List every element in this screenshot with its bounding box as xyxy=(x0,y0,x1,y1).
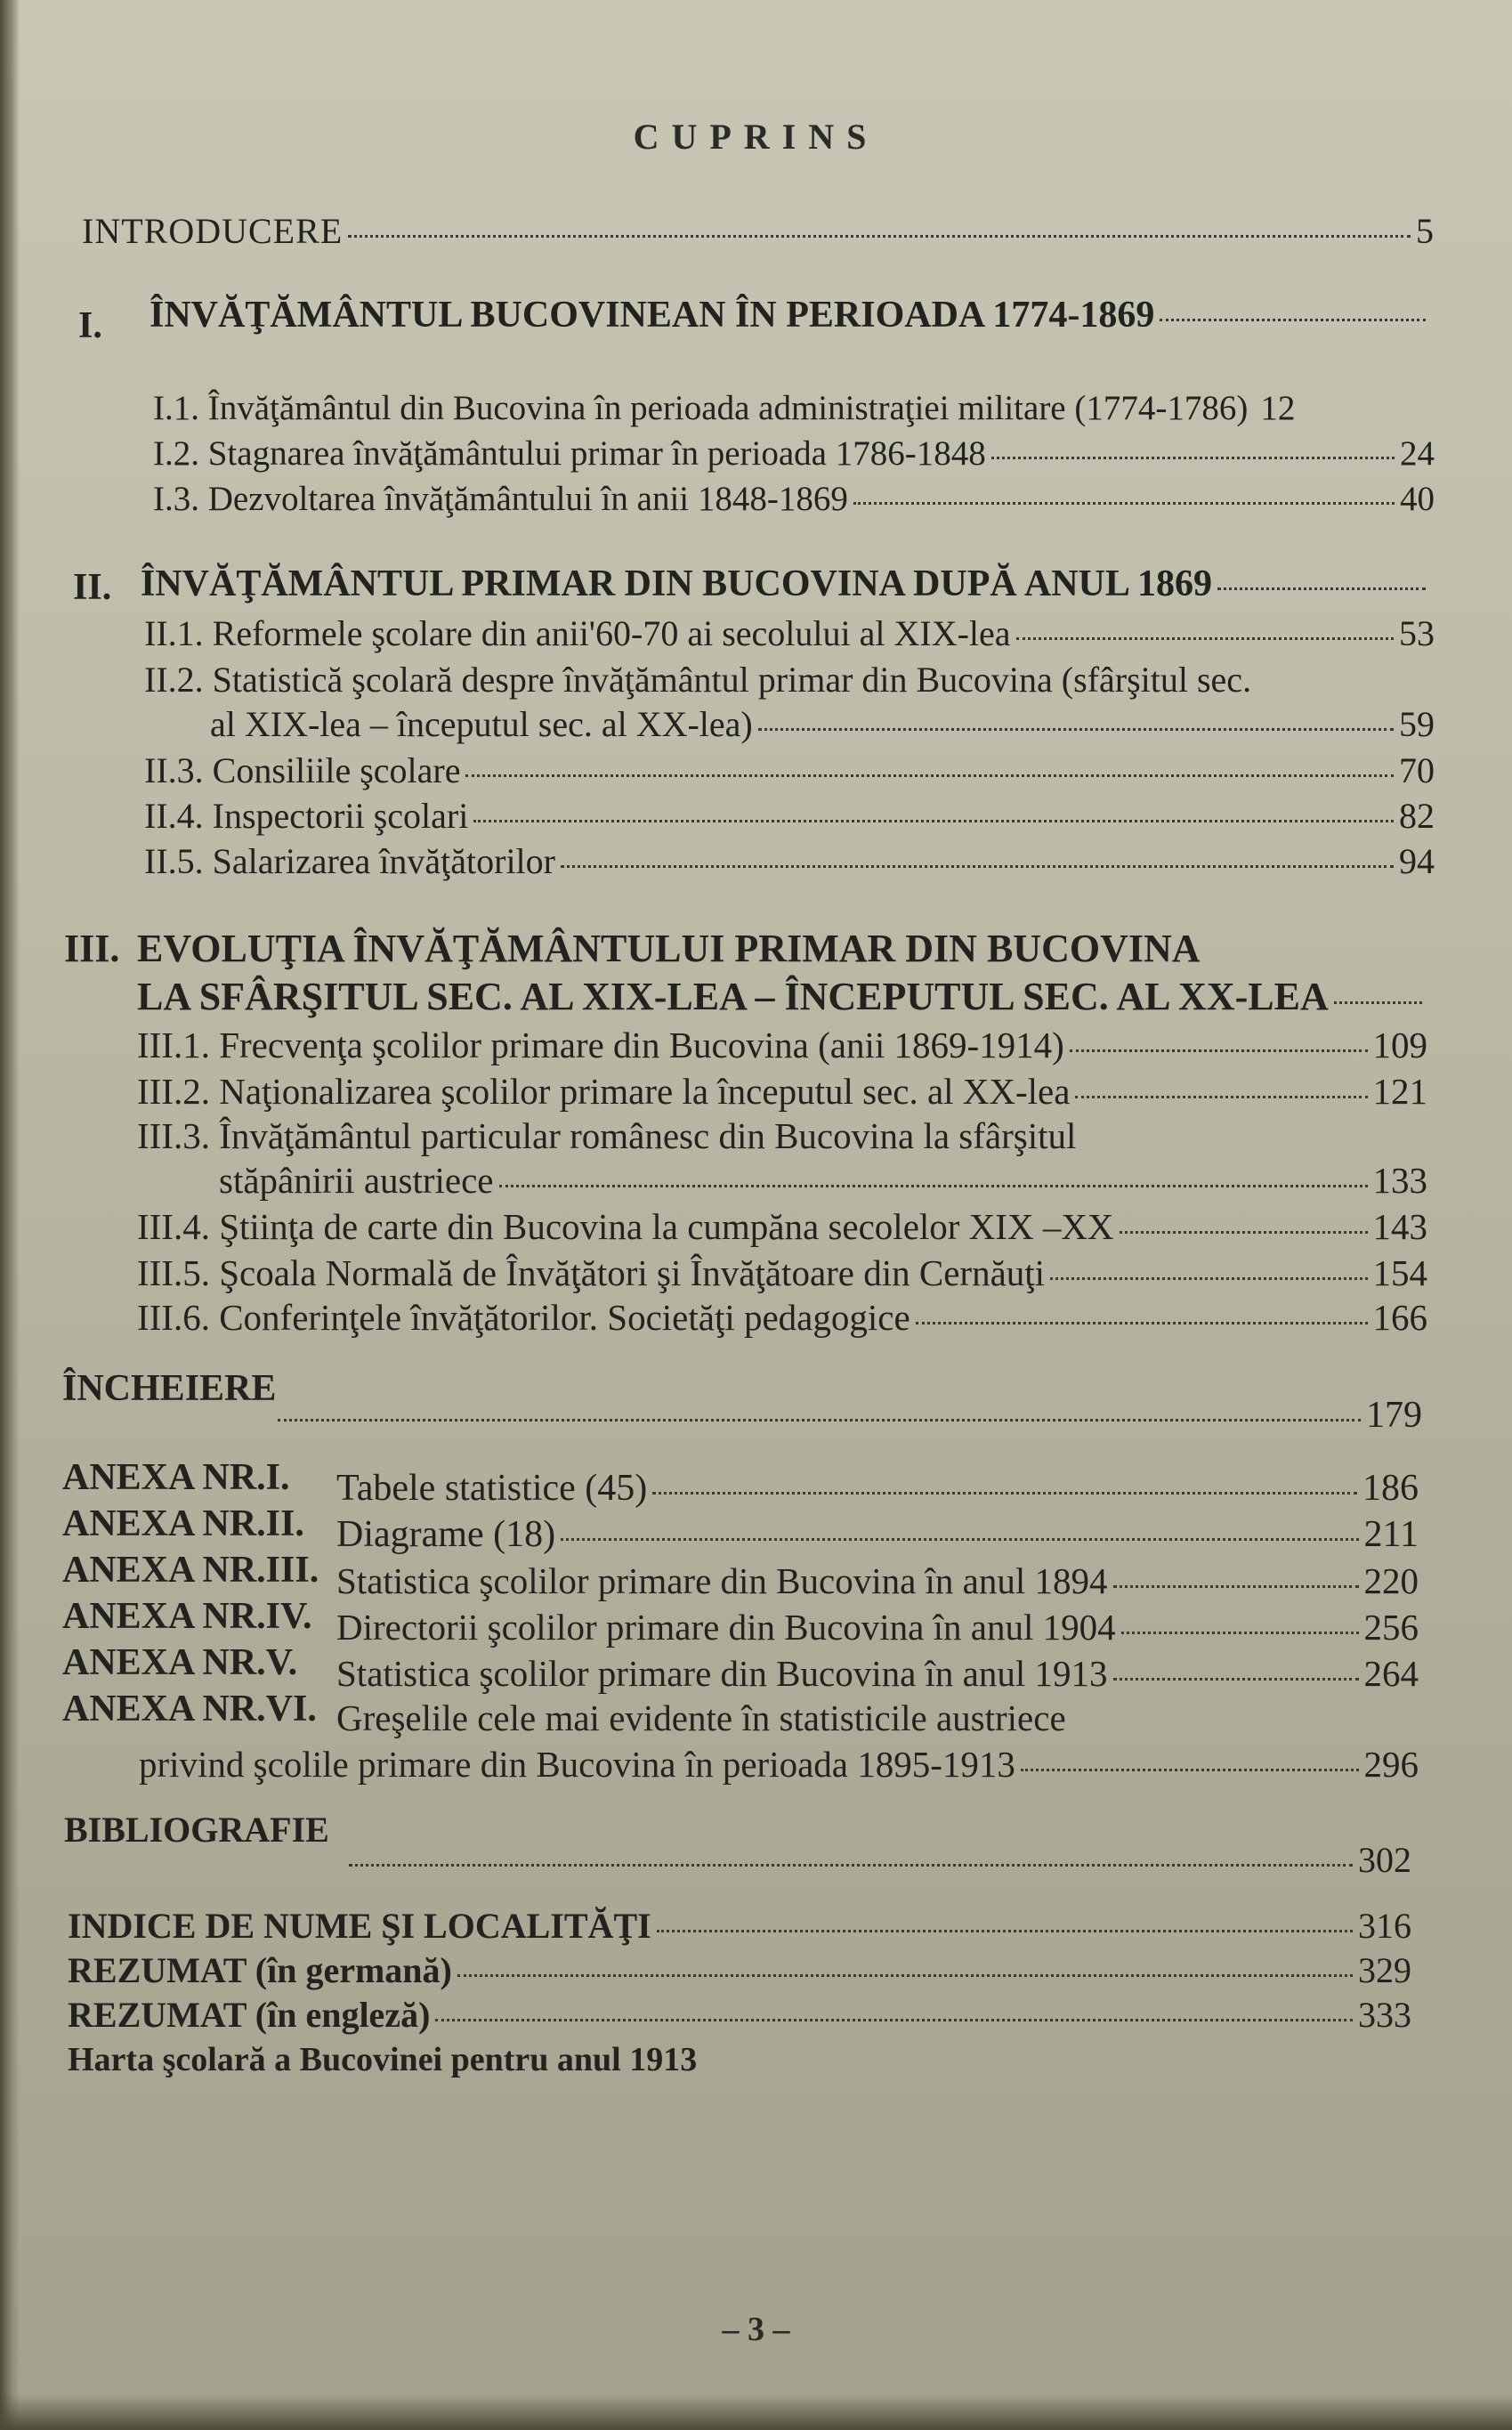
toc-entry-incheiere[interactable] xyxy=(272,1394,1422,1437)
dot-leader xyxy=(348,235,1411,238)
toc-label: BIBLIOGRAFIE xyxy=(64,1810,329,1850)
toc-label: Diagrame (18) xyxy=(336,1514,556,1555)
toc-entry[interactable] xyxy=(68,1994,1411,2036)
toc-entry[interactable] xyxy=(144,612,1435,654)
toc-label: II.1. Reformele şcolare din anii'60-70 ai secolului al XIX-lea xyxy=(144,613,1011,653)
dot-leader xyxy=(853,502,1395,505)
toc-label: Directorii şcolilor primare din Bucovina în anul 1904 xyxy=(336,1607,1116,1648)
toc-page: 59 xyxy=(1399,704,1435,744)
dot-leader xyxy=(278,1419,1361,1422)
toc-page: 24 xyxy=(1400,434,1435,473)
page-title: CUPRINS xyxy=(633,117,879,157)
section-heading-1[interactable] xyxy=(150,294,1431,336)
toc-page: 40 xyxy=(1400,480,1435,518)
toc-page: 264 xyxy=(1363,1653,1419,1694)
toc-entry[interactable] xyxy=(144,795,1435,837)
annex-label: ANEXA NR.IV. xyxy=(62,1596,312,1637)
toc-label: III.6. Conferinţele învăţătorilor. Societăţi pedagogice xyxy=(137,1297,910,1338)
annex-label: ANEXA NR.VI. xyxy=(62,1689,317,1729)
dot-leader xyxy=(499,1185,1368,1187)
dot-leader xyxy=(1070,1049,1368,1052)
toc-entry[interactable] xyxy=(144,840,1435,882)
toc-entry[interactable] xyxy=(137,1024,1427,1066)
dot-leader xyxy=(1121,1632,1359,1634)
toc-page: 179 xyxy=(1366,1395,1422,1436)
section-title: ÎNVĂŢĂMÂNTUL PRIMAR DIN BUCOVINA DUPĂ ANUL 1869 xyxy=(141,563,1213,604)
toc-label: II.2. Statistică şcolară despre învăţământul primar din Bucovina (sfârşitul sec. xyxy=(144,660,1252,700)
toc-label: Tabele statistice (45) xyxy=(336,1468,648,1509)
toc-entry[interactable] xyxy=(144,749,1435,791)
toc-entry[interactable] xyxy=(139,1743,1419,1786)
dot-leader xyxy=(916,1322,1368,1324)
dot-leader xyxy=(457,1974,1353,1977)
toc-label: REZUMAT (în engleză) xyxy=(68,1995,431,2035)
toc-entry[interactable] xyxy=(336,1652,1419,1695)
section-number: I. xyxy=(78,305,102,346)
toc-label: I.1. Învăţământul din Bucovina în perioada administraţiei militare (1774-1786) xyxy=(153,389,1249,427)
toc-page: 53 xyxy=(1399,613,1435,653)
section-title: EVOLUŢIA ÎNVĂŢĂMÂNTULUI PRIMAR DIN BUCOVINA xyxy=(137,927,1201,970)
toc-entry[interactable] xyxy=(68,1905,1411,1947)
toc-page: 5 xyxy=(1416,211,1435,251)
annex-label: ANEXA NR.III. xyxy=(62,1550,319,1591)
toc-page: 82 xyxy=(1399,796,1435,836)
toc-page: 186 xyxy=(1362,1468,1419,1509)
toc-page: 166 xyxy=(1372,1297,1427,1338)
dot-leader xyxy=(1021,1769,1359,1771)
toc-entry[interactable] xyxy=(336,1513,1419,1556)
toc-entry[interactable] xyxy=(336,1467,1419,1510)
dot-leader xyxy=(349,1864,1353,1867)
toc-entry-introducere[interactable] xyxy=(82,210,1435,252)
toc-label: Greşelile cele mai evidente în statisticile austriece xyxy=(336,1697,1066,1738)
toc-page: 296 xyxy=(1363,1744,1419,1785)
toc-label: III.3. Învăţământul particular românesc din Bucovina la sfârşitul xyxy=(137,1115,1077,1156)
toc-page: 94 xyxy=(1399,841,1435,881)
dot-leader xyxy=(1075,1096,1367,1098)
section-title: LA SFÂRŞITUL SEC. AL XIX-LEA – ÎNCEPUTUL SEC. AL XX-LEA xyxy=(137,975,1329,1018)
toc-page: 333 xyxy=(1358,1995,1411,2035)
toc-entry[interactable] xyxy=(336,1559,1419,1602)
dot-leader xyxy=(1016,637,1394,640)
dot-leader xyxy=(1217,587,1426,590)
dot-leader xyxy=(561,1538,1358,1541)
toc-label: Statistica şcolilor primare din Bucovina în anul 1913 xyxy=(336,1653,1108,1694)
toc-label: II.5. Salarizarea învăţătorilor xyxy=(144,841,555,881)
dot-leader xyxy=(561,865,1394,868)
annex-label: ANEXA NR.II. xyxy=(62,1503,304,1544)
toc-entry[interactable] xyxy=(153,479,1435,519)
toc-label: III.5. Şcoala Normală de Învăţători şi Învăţătoare din Cernăuţi xyxy=(137,1252,1046,1293)
annex-label: ANEXA NR.V. xyxy=(62,1642,298,1683)
toc-entry[interactable] xyxy=(210,703,1435,745)
dot-leader xyxy=(1120,1231,1368,1234)
toc-page: 121 xyxy=(1372,1071,1427,1112)
toc-entry-bibliografie[interactable] xyxy=(344,1839,1411,1881)
dot-leader xyxy=(435,2019,1353,2021)
toc-entry[interactable] xyxy=(336,1606,1419,1648)
toc-label: I.2. Stagnarea învăţământului primar în perioada 1786-1848 xyxy=(153,434,986,473)
toc-entry[interactable] xyxy=(137,1251,1427,1294)
toc-entry[interactable] xyxy=(137,1296,1427,1339)
toc-label-cont: privind şcolile primare din Bucovina în perioada 1895-1913 xyxy=(139,1744,1015,1785)
toc-label: II.3. Consiliile şcolare xyxy=(144,750,461,790)
toc-label: III.1. Frecvenţa şcolilor primare din Bucovina (anii 1869-1914) xyxy=(137,1025,1064,1065)
dot-leader xyxy=(652,1492,1357,1494)
toc-page: 154 xyxy=(1372,1252,1427,1293)
toc-label: III.4. Ştiinţa de carte din Bucovina la cumpăna secolelor XIX –XX xyxy=(137,1206,1114,1247)
toc-label: INDICE DE NUME ŞI LOCALITĂŢI xyxy=(68,1906,651,1946)
dot-leader xyxy=(1334,1001,1422,1004)
dot-leader xyxy=(1050,1277,1367,1280)
toc-entry[interactable] xyxy=(137,1070,1427,1113)
toc-label: II.4. Inspectorii şcolari xyxy=(144,796,469,836)
toc-page: 143 xyxy=(1372,1206,1427,1247)
toc-page: 109 xyxy=(1372,1025,1427,1065)
dot-leader xyxy=(473,820,1394,822)
section-heading-2[interactable] xyxy=(141,563,1431,605)
toc-entry[interactable] xyxy=(153,433,1435,474)
toc-page: 12 xyxy=(1260,389,1296,427)
dot-leader xyxy=(465,774,1394,777)
section-number: III. xyxy=(64,927,120,970)
toc-page: 220 xyxy=(1363,1560,1419,1601)
toc-page: 133 xyxy=(1372,1160,1427,1201)
section-title: ÎNVĂŢĂMÂNTUL BUCOVINEAN ÎN PERIOADA 1774-1869 xyxy=(150,295,1155,336)
dot-leader xyxy=(1113,1585,1359,1588)
section-heading-3[interactable] xyxy=(137,974,1427,1019)
dot-leader xyxy=(1160,319,1426,321)
toc-page: 211 xyxy=(1363,1514,1419,1555)
toc-label: Statistica şcolilor primare din Bucovina în anul 1894 xyxy=(336,1560,1108,1601)
toc-label: ÎNCHEIERE xyxy=(62,1368,277,1409)
dot-leader xyxy=(991,457,1395,459)
page-number: – 3 – xyxy=(722,2311,790,2348)
toc-page: 302 xyxy=(1358,1840,1411,1880)
toc-label-cont: al XIX-lea – începutul sec. al XX-lea) xyxy=(210,704,753,744)
toc-entry[interactable] xyxy=(68,1949,1411,1991)
annex-label: ANEXA NR.I. xyxy=(62,1457,290,1498)
toc-page: 316 xyxy=(1358,1906,1411,1946)
toc-entry[interactable] xyxy=(153,388,1435,428)
toc-page: 70 xyxy=(1399,750,1435,790)
toc-entry[interactable] xyxy=(219,1159,1427,1202)
section-number: II. xyxy=(73,567,112,608)
toc-page: 256 xyxy=(1363,1607,1419,1648)
toc-label: I.3. Dezvoltarea învăţământului în anii 1848-1869 xyxy=(153,480,848,518)
dot-leader xyxy=(758,728,1394,731)
dot-leader xyxy=(1113,1678,1359,1681)
toc-label: III.2. Naţionalizarea şcolilor primare la începutul sec. al XX-lea xyxy=(137,1071,1071,1112)
toc-page: 329 xyxy=(1358,1950,1411,1990)
toc-label: REZUMAT (în germană) xyxy=(68,1950,452,1990)
dot-leader xyxy=(657,1930,1353,1932)
toc-label-cont: stăpânirii austriece xyxy=(219,1160,494,1201)
toc-entry[interactable] xyxy=(137,1205,1427,1248)
toc-entry-harta[interactable]: Harta şcolară a Bucovinei pentru anul 1913 xyxy=(68,2041,698,2078)
toc-label: INTRODUCERE xyxy=(82,211,344,251)
